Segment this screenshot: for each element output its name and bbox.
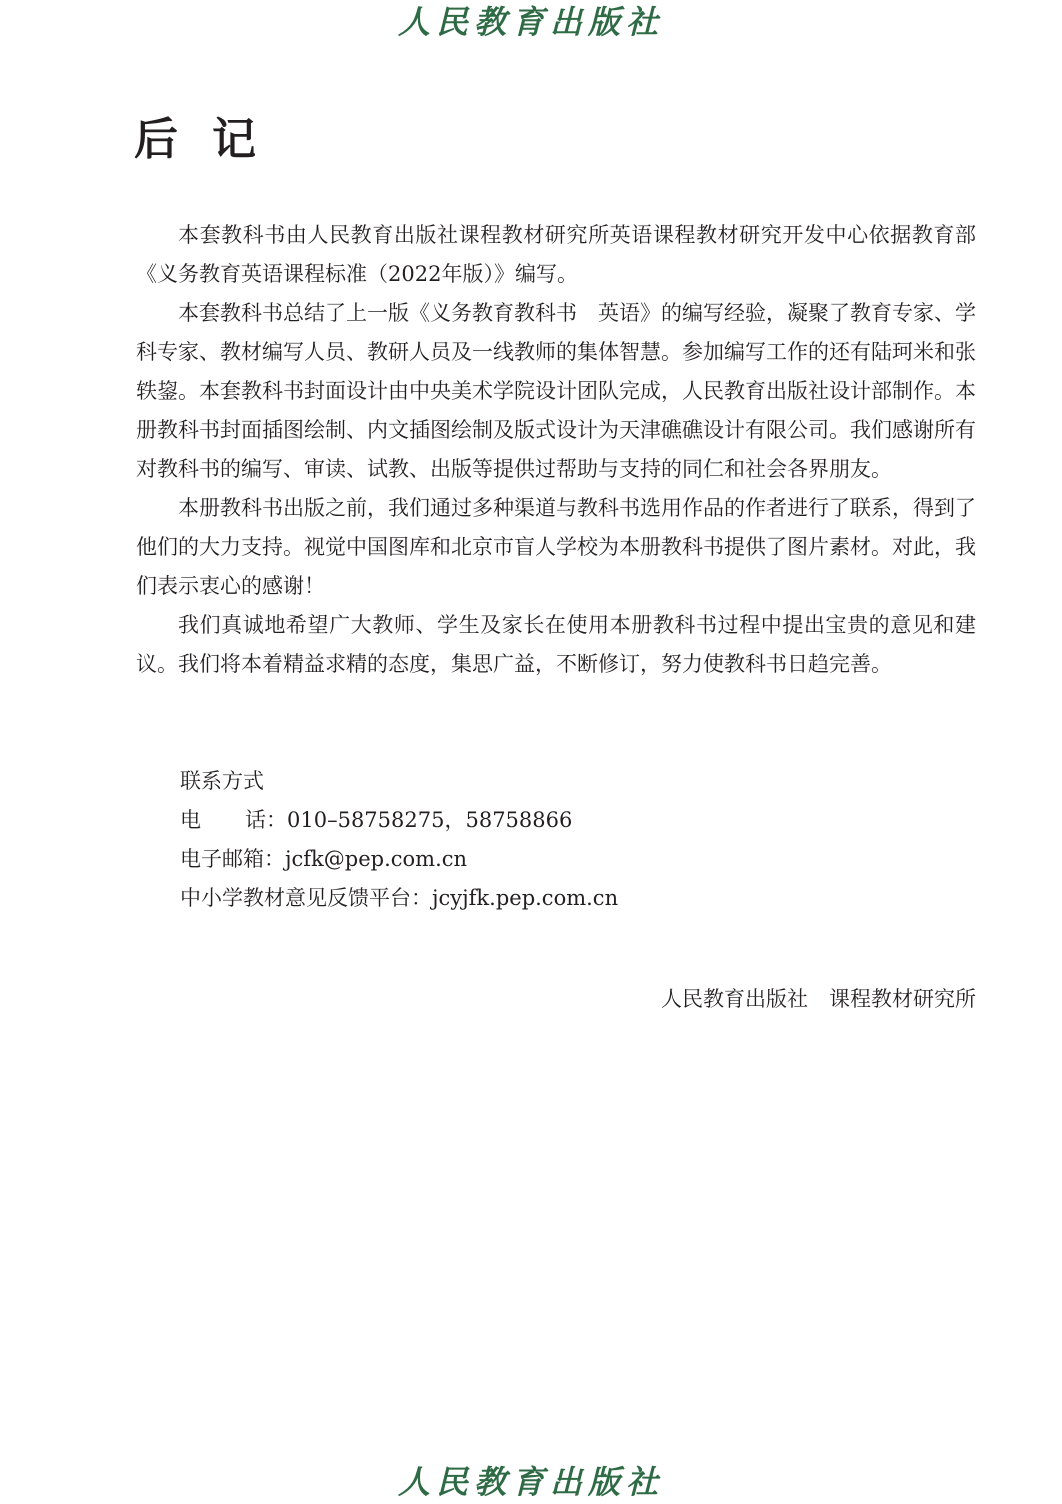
- paragraph: 本册教科书出版之前，我们通过多种渠道与教科书选用作品的作者进行了联系，得到了他们的大力支持。视觉中国图库和北京市盲人学校为本册教科书提供了图片素材。对此，我们表示衷心的感谢！: [136, 496, 976, 598]
- signature: 人民教育出版社 课程教材研究所: [661, 987, 976, 1011]
- phone-value: 010–58758275，58758866: [287, 808, 573, 832]
- publisher-logo-bottom: 人民教育出版社: [397, 1463, 664, 1501]
- email-row: [180, 840, 618, 879]
- paragraph: 我们真诚地希望广大教师、学生及家长在使用本册教科书过程中提出宝贵的意见和建议。我们将本着精益求精的态度，集思广益，不断修订，努力使教科书日趋完善。: [136, 613, 976, 676]
- phone-label-2: 话：: [245, 808, 287, 832]
- feedback-value[interactable]: jcyjfk.pep.com.cn: [432, 886, 619, 910]
- phone-label-1: 电: [180, 808, 201, 832]
- feedback-row: [180, 879, 618, 918]
- paragraph: 本套教科书由人民教育出版社课程教材研究所英语课程教材研究开发中心依据教育部《义务教育英语课程标准（2022年版）》编写。: [136, 223, 976, 286]
- paragraph: 本套教科书总结了上一版《义务教育教科书 英语》的编写经验，凝聚了教育专家、学科专家、教材编写人员、教研人员及一线教师的集体智慧。参加编写工作的还有陆珂米和张轶鋆。本套教科书封面设计由中央美术学院设计团队完成，人民教育出版社设计部制作。本册教科书封面插图绘制、内文插图绘制及版式设计为天津礁礁设计有限公司。我们感谢所有对教科书的编写、审读、试教、出版等提供过帮助与支持的同仁和社会各界朋友。: [136, 301, 976, 481]
- email-value[interactable]: jcfk@pep.com.cn: [285, 847, 468, 871]
- publisher-logo-top: 人民教育出版社: [397, 3, 664, 41]
- feedback-label: 中小学教材意见反馈平台：: [180, 886, 432, 910]
- contact-heading: 联系方式: [180, 769, 264, 793]
- email-label: 电子邮箱：: [180, 847, 285, 871]
- contact-info: [180, 762, 618, 918]
- page-title: 后记: [134, 114, 290, 165]
- afterword-body: [136, 216, 976, 684]
- phone-row: [180, 801, 618, 840]
